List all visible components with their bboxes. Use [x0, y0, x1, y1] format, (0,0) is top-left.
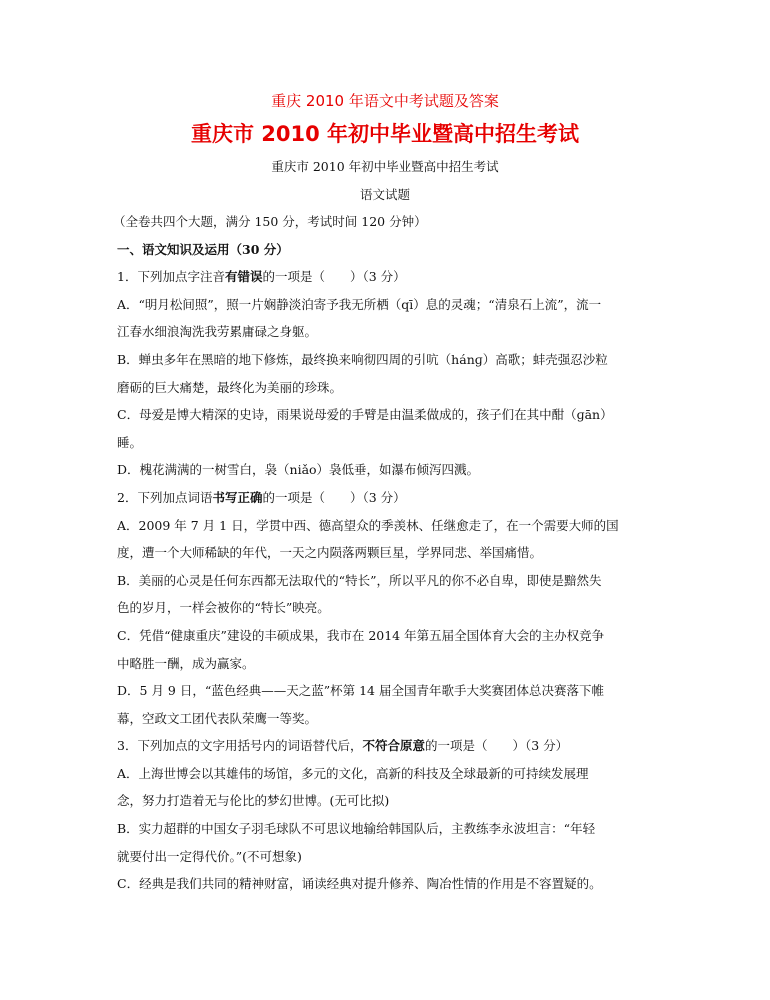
question-1-option-b: B．蝉虫多年在黑暗的地下修炼，最终换来响彻四周的引吭（hánɡ）高歌；蚌壳强忍沙粒: [117, 351, 608, 367]
question-2-option-a-cont: 度，遭一个大师稀缺的年代，一天之内陨落两颗巨星，学界同悲、举国痛惜。: [117, 545, 543, 561]
question-3-option-a-cont: 念，努力打造着无与伦比的梦幻世博。(无可比拟): [117, 793, 390, 809]
exam-heading: 重庆市 2010 年初中毕业暨高中招生考试: [190, 122, 580, 146]
question-1-option-a: A．“明月松间照”，照一片娴静淡泊寄予我无所栖（qī）息的灵魂；“清泉石上流”，流一: [117, 296, 602, 312]
question-3-option-c: C．经典是我们共同的精神财富，诵读经典对提升修养、陶冶性情的作用是不容置疑的。: [117, 876, 602, 892]
question-2-option-b: B．美丽的心灵是任何东西都无法取代的“特长”，所以平凡的你不必自卑，即使是黯然失: [117, 572, 602, 588]
question-1-stem: [117, 263, 657, 291]
question-1-stem-text: 1．下列加点字注音: [117, 269, 225, 285]
question-3-stem: [117, 732, 657, 760]
question-2-option-a: A．2009 年 7 月 1 日，学贯中西、德高望众的季羡林、任继愈走了，在一个需要大师的国: [117, 517, 619, 533]
section-title: 一、语文知识及运用（30 分）: [117, 241, 289, 257]
question-2-option-b-cont: 色的岁月，一样会被你的“特长”映亮。: [117, 600, 330, 616]
exam-body: [113, 208, 657, 898]
exam-info: （全卷共四个大题，满分 150 分，考试时间 120 分钟）: [113, 214, 427, 229]
question-3-option-a: A．上海世博会以其雄伟的场馆，多元的文化，高新的科技及全球最新的可持续发展理: [117, 765, 589, 781]
question-2-stem-tail: 的一项是（ ）（3 分）: [262, 489, 406, 505]
question-1-option-d: D．槐花满满的一树雪白，袅（niǎo）袅低垂，如瀑布倾泻四溅。: [117, 462, 480, 478]
question-1-option-c-cont: 睡。: [117, 434, 143, 450]
question-1-option-a-cont: 江春水细浪淘洗我劳累庸碌之身躯。: [117, 324, 318, 340]
document-title: 重庆 2010 年语文中考试题及答案: [271, 92, 499, 110]
question-3-stem-emphasis: 不符合原意: [362, 738, 425, 754]
question-2-stem-text: 2．下列加点词语: [117, 489, 213, 505]
question-1-option-b-cont: 磨砺的巨大痛楚，最终化为美丽的珍珠。: [117, 379, 343, 395]
question-2-option-c: C．凭借“健康重庆”建设的丰硕成果，我市在 2014 年第五届全国体育大会的主办权竞争: [117, 627, 605, 643]
question-3-stem-tail: 的一项是（ ）（3 分）: [424, 738, 569, 754]
question-2-option-c-cont: 中略胜一酬，成为赢家。: [117, 655, 255, 671]
question-2-option-d-cont: 幕，空政文工团代表队荣鹰一等奖。: [117, 710, 318, 726]
question-1-stem-emphasis: 有错误: [224, 269, 263, 285]
exam-subheading: 重庆市 2010 年初中毕业暨高中招生考试: [271, 159, 499, 174]
paper-name: 语文试题: [359, 187, 410, 202]
question-3-option-b-cont: 就要付出一定得代价。”(不可想象): [117, 848, 302, 864]
question-1-option-c: C．母爱是博大精深的史诗，雨果说母爱的手臂是由温柔做成的，孩子们在其中酣（ɡān）: [117, 407, 613, 423]
question-2-stem-emphasis: 书写正确: [212, 489, 263, 505]
question-1-stem-tail: 的一项是（ ）（3 分）: [262, 269, 406, 285]
question-2-option-d: D．5 月 9 日，“蓝色经典——天之蓝”杯第 14 届全国青年歌手大奖赛团体总决赛落下帷: [117, 683, 604, 699]
question-3-stem-text: 3．下列加点的文字用括号内的词语替代后，: [117, 738, 363, 754]
question-2-stem: [117, 484, 657, 512]
question-3-option-b: B．实力超群的中国女子羽毛球队不可思议地输给韩国队后，主教练李永波坦言：“年轻: [117, 821, 596, 837]
